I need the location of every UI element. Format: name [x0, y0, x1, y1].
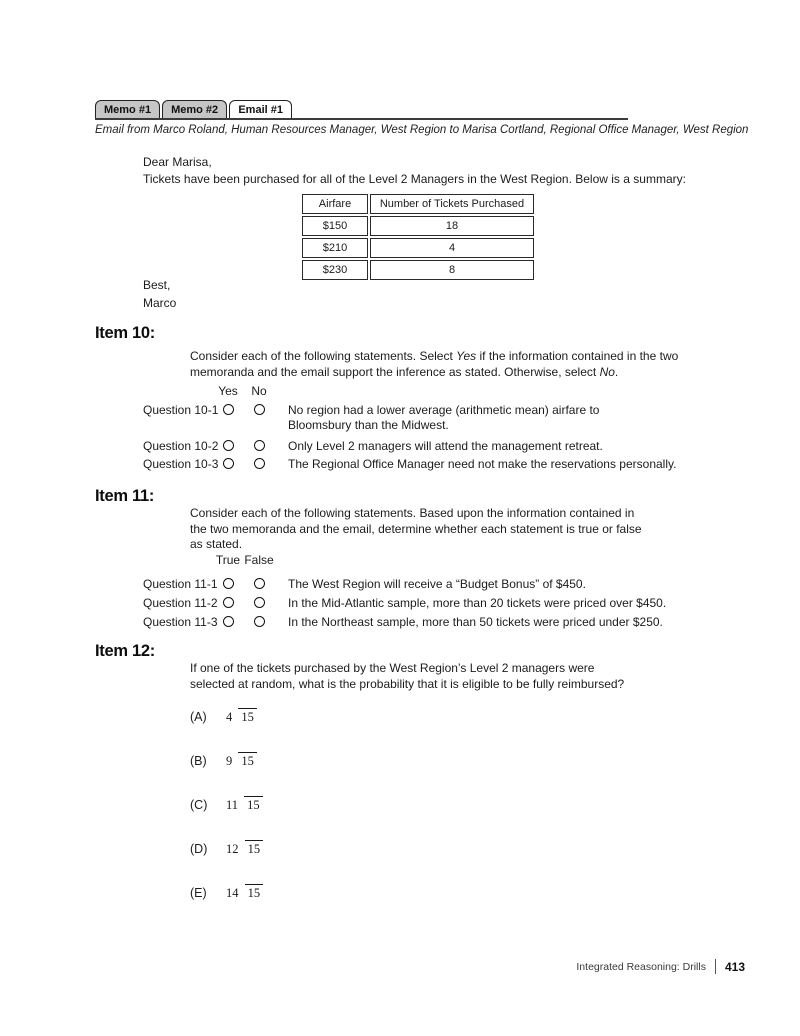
table-row [302, 260, 534, 280]
tickets-value: 4 [370, 238, 534, 258]
fraction-denominator: 15 [245, 840, 264, 856]
question-row [143, 596, 743, 611]
fraction [223, 842, 263, 857]
yes-column-header: Yes [218, 384, 238, 398]
false-column-header: False [244, 553, 274, 567]
no-emphasis: No [599, 364, 615, 379]
item-12-heading: Item 12: [95, 642, 155, 660]
email-body-text: Tickets have been purchased for all of the Level 2 Managers in the West Region. Below is a summary: [143, 172, 686, 186]
question-text: The Regional Office Manager need not make the reservations personally. [288, 457, 677, 471]
footer-page-number: 413 [724, 959, 745, 974]
airfare-column-header: Airfare [302, 194, 368, 214]
radio-true[interactable] [223, 616, 234, 627]
source-tabs [95, 100, 292, 120]
table-row [302, 238, 534, 258]
fraction-numerator: 11 [226, 797, 239, 812]
no-column-header: No [251, 384, 267, 398]
email-signature: Marco [143, 296, 177, 310]
radio-true[interactable] [223, 597, 234, 608]
tickets-value: 18 [370, 216, 534, 236]
radio-true[interactable] [223, 578, 234, 589]
fraction-numerator: 14 [226, 885, 239, 900]
airfare-value: $230 [302, 260, 368, 280]
fraction-denominator: 15 [238, 708, 257, 724]
fraction-numerator: 4 [226, 709, 233, 724]
question-text: Only Level 2 managers will attend the management retreat. [288, 439, 603, 453]
item-11-instructions: Consider each of the following statements. Based upon the information contained in the two memoranda and the email, determine whether each statement is true or false as stated. [190, 506, 642, 551]
radio-false[interactable] [254, 616, 265, 627]
fraction [223, 886, 263, 901]
email-salutation: Dear Marisa, [143, 155, 212, 169]
choice-label: (A) [190, 710, 207, 724]
choice-row [190, 739, 263, 783]
radio-no[interactable] [254, 404, 265, 415]
question-row [143, 439, 703, 454]
question-label: Question 10-1 [143, 403, 219, 417]
question-text: No region had a lower average (arithmetic mean) airfare to Bloomsbury than the Midwest. [288, 403, 600, 432]
choice-row [190, 827, 263, 871]
tab-memo-1[interactable]: Memo #1 [95, 100, 160, 120]
item-12-question: If one of the tickets purchased by the West Region’s Level 2 managers were selected at random, what is the probability that it is eligible to be fully reimbursed? [190, 661, 625, 691]
tab-underline-rule [95, 118, 628, 120]
fraction-numerator: 9 [226, 753, 233, 768]
question-label: Question 10-2 [143, 439, 219, 453]
radio-yes[interactable] [223, 404, 234, 415]
choice-row [190, 871, 263, 915]
radio-yes[interactable] [223, 440, 234, 451]
fraction [223, 710, 257, 725]
fraction [223, 798, 263, 813]
email-closing: Best, [143, 278, 171, 292]
item-11-option-headers [143, 553, 703, 567]
tickets-column-header: Number of Tickets Purchased [370, 194, 534, 214]
tickets-value: 8 [370, 260, 534, 280]
question-row [143, 577, 743, 592]
page-footer [576, 959, 745, 974]
airfare-table [300, 192, 536, 282]
question-text: In the Northeast sample, more than 50 tickets were priced under $250. [288, 615, 663, 629]
radio-no[interactable] [254, 440, 265, 451]
question-row [143, 403, 703, 433]
question-label: Question 10-3 [143, 457, 219, 471]
table-header-row [302, 194, 534, 214]
tab-memo-2[interactable]: Memo #2 [162, 100, 227, 120]
choice-label: (E) [190, 886, 207, 900]
fraction-denominator: 15 [238, 752, 257, 768]
fraction-numerator: 12 [226, 841, 239, 856]
choice-row [190, 695, 263, 739]
choice-label: (D) [190, 842, 208, 856]
fraction-denominator: 15 [245, 884, 264, 900]
question-text: In the Mid-Atlantic sample, more than 20 tickets were priced over $450. [288, 596, 667, 610]
item-10-instructions: Consider each of the following statements. Select Yes if the information contained in the two memoranda and the email support the inference as stated. Otherwise, select No. [190, 349, 679, 379]
footer-divider [715, 959, 716, 974]
airfare-value: $150 [302, 216, 368, 236]
tab-email-1[interactable]: Email #1 [229, 100, 292, 120]
email-byline: Email from Marco Roland, Human Resources Manager, West Region to Marisa Cortland, Regional Office Manager, West Region [95, 124, 749, 136]
answer-choices [190, 695, 263, 915]
choice-label: (C) [190, 798, 208, 812]
choice-label: (B) [190, 754, 207, 768]
question-row [143, 615, 743, 630]
yes-emphasis: Yes [456, 349, 477, 363]
radio-no[interactable] [254, 458, 265, 469]
radio-false[interactable] [254, 597, 265, 608]
radio-yes[interactable] [223, 458, 234, 469]
airfare-value: $210 [302, 238, 368, 258]
item-10-option-headers [143, 384, 703, 398]
choice-row [190, 783, 263, 827]
question-text: The West Region will receive a “Budget Bonus” of $450. [288, 577, 586, 591]
radio-false[interactable] [254, 578, 265, 589]
item-10-heading: Item 10: [95, 324, 155, 342]
fraction [223, 754, 257, 769]
table-row [302, 216, 534, 236]
question-row [143, 457, 703, 472]
question-label: Question 11-2 [143, 596, 218, 610]
question-label: Question 11-1 [143, 577, 218, 591]
footer-section-title: Integrated Reasoning: Drills [576, 960, 706, 973]
true-column-header: True [215, 553, 241, 567]
question-label: Question 11-3 [143, 615, 218, 629]
fraction-denominator: 15 [244, 796, 263, 812]
item-11-heading: Item 11: [95, 487, 155, 505]
